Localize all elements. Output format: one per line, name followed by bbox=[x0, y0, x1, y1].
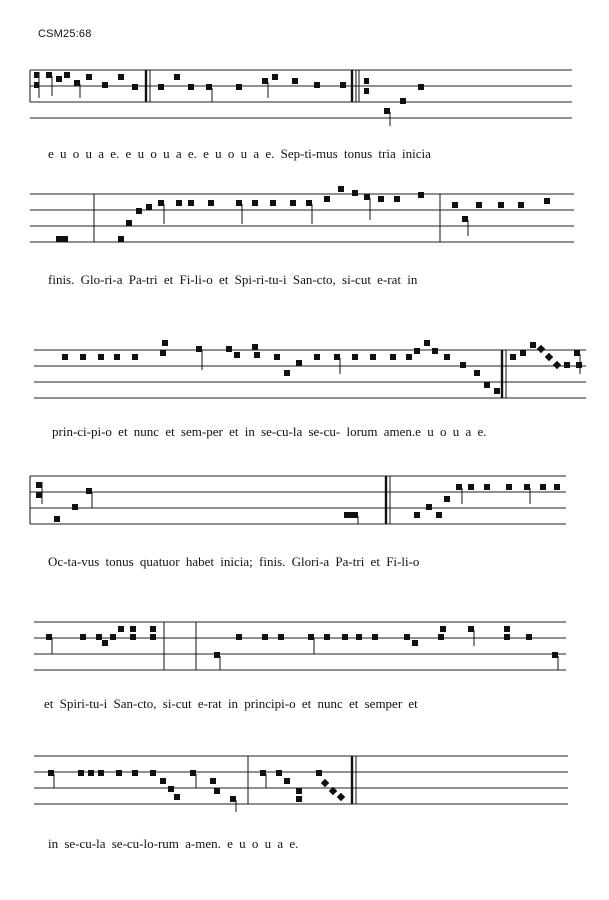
page-id: CSM25:68 bbox=[38, 28, 92, 40]
staff-5 bbox=[0, 608, 609, 678]
lyrics-line-6: in se-cu-la se-cu-lo-rum a-men. e u o u a e. bbox=[48, 836, 299, 851]
staff-1 bbox=[0, 58, 609, 128]
staff-4 bbox=[0, 468, 609, 538]
staff-2 bbox=[0, 180, 609, 260]
clef-icon bbox=[36, 482, 42, 504]
lyrics-line-1: e u o u a e. e u o u a e. e u o u a e. Sep-ti-mus tonus tria inicia bbox=[48, 146, 431, 161]
clef-icon bbox=[34, 72, 39, 98]
staff-6 bbox=[0, 748, 609, 818]
lyrics-line-2: finis. Glo-ri-a Pa-tri et Fi-li-o et Spi-ri-tu-i San-cto, si-cut e-rat in bbox=[48, 272, 418, 287]
lyrics-line-5: et Spiri-tu-i San-cto, si-cut e-rat in principi-o et nunc et semper et bbox=[44, 696, 418, 711]
lyrics-line-3: prin-ci-pi-o et nunc et sem-per et in se-cu-la se-cu- lorum amen.e u o u a e. bbox=[52, 424, 487, 439]
staff-3 bbox=[0, 330, 609, 410]
lyrics-line-4: Oc-ta-vus tonus quatuor habet inicia; finis. Glori-a Pa-tri et Fi-li-o bbox=[48, 554, 420, 569]
